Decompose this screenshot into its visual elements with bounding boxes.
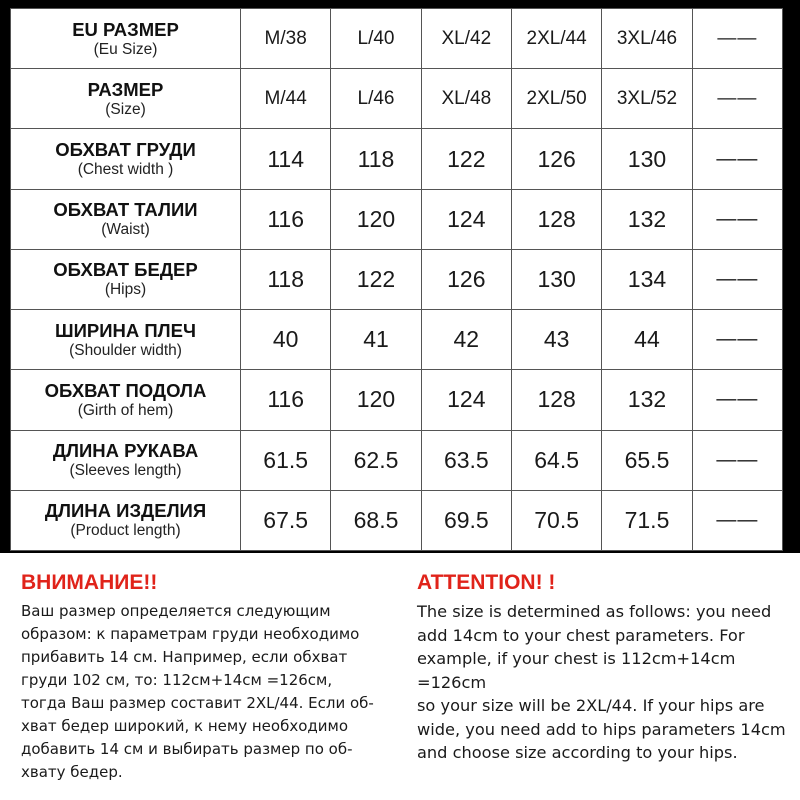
row-label-en: (Girth of hem) (77, 401, 174, 419)
row-label-cell (11, 9, 241, 69)
size-value-cell: 42 (421, 310, 511, 370)
size-value-cell: 68.5 (331, 490, 421, 550)
size-value-cell: —— (692, 430, 782, 490)
row-label-en: (Chest width ) (77, 161, 174, 179)
size-value-cell: 120 (331, 189, 421, 249)
size-value-cell: 116 (241, 370, 331, 430)
size-chart-table (10, 8, 783, 551)
size-value-cell: 64.5 (511, 430, 601, 490)
size-value-cell: 3XL/52 (602, 69, 692, 129)
row-label-en: (Shoulder width) (69, 341, 182, 359)
size-value-cell: —— (692, 490, 782, 550)
size-value-cell: 128 (511, 370, 601, 430)
size-value-cell: XL/42 (421, 9, 511, 69)
size-value-cell: L/40 (331, 9, 421, 69)
size-value-cell: 118 (331, 129, 421, 189)
row-label-cell (11, 430, 241, 490)
size-value-cell: M/44 (241, 69, 331, 129)
row-label-en: (Product length) (70, 522, 181, 540)
size-value-cell: 69.5 (421, 490, 511, 550)
size-value-cell: —— (692, 189, 782, 249)
attention-heading-ru: ВНИМАНИЕ!! (21, 571, 158, 594)
attention-heading-en: ATTENTION! ! (417, 571, 556, 594)
size-value-cell: 62.5 (331, 430, 421, 490)
size-value-cell: 120 (331, 370, 421, 430)
table-row (11, 9, 783, 69)
size-value-cell: 134 (602, 249, 692, 309)
size-value-cell: 124 (421, 189, 511, 249)
size-chart-body (11, 9, 783, 551)
size-value-cell: 43 (511, 310, 601, 370)
row-label-en: (Waist) (101, 221, 150, 239)
row-label-ru: ДЛИНА РУКАВА (52, 440, 199, 462)
notes-english (417, 570, 800, 765)
size-value-cell: 114 (241, 129, 331, 189)
size-value-cell: 116 (241, 189, 331, 249)
size-value-cell: 70.5 (511, 490, 601, 550)
size-value-cell: 122 (421, 129, 511, 189)
size-value-cell: 3XL/46 (602, 9, 692, 69)
size-value-cell: 41 (331, 310, 421, 370)
size-value-cell: —— (692, 310, 782, 370)
row-label-cell (11, 69, 241, 129)
size-value-cell: 63.5 (421, 430, 511, 490)
size-value-cell: —— (692, 69, 782, 129)
size-value-cell: 2XL/44 (511, 9, 601, 69)
table-row (11, 490, 783, 550)
notes-russian (21, 570, 411, 784)
size-value-cell: XL/48 (421, 69, 511, 129)
size-value-cell: —— (692, 249, 782, 309)
table-row (11, 249, 783, 309)
size-value-cell: 122 (331, 249, 421, 309)
table-row (11, 370, 783, 430)
table-row (11, 430, 783, 490)
size-value-cell: 132 (602, 370, 692, 430)
row-label-cell (11, 129, 241, 189)
row-label-en: (Eu Size) (93, 40, 158, 58)
size-value-cell: 2XL/50 (511, 69, 601, 129)
size-value-cell: 126 (511, 129, 601, 189)
size-value-cell: 124 (421, 370, 511, 430)
row-label-ru: ОБХВАТ ПОДОЛА (44, 379, 207, 401)
size-value-cell: 130 (511, 249, 601, 309)
row-label-ru: РАЗМЕР (87, 78, 164, 100)
size-value-cell: 65.5 (602, 430, 692, 490)
table-row (11, 69, 783, 129)
size-value-cell: 67.5 (241, 490, 331, 550)
row-label-ru: ДЛИНА ИЗДЕЛИЯ (44, 500, 207, 522)
size-value-cell: L/46 (331, 69, 421, 129)
table-row (11, 310, 783, 370)
row-label-cell (11, 189, 241, 249)
size-value-cell: —— (692, 370, 782, 430)
row-label-cell (11, 490, 241, 550)
size-value-cell: —— (692, 129, 782, 189)
row-label-ru: ОБХВАТ ГРУДИ (55, 139, 196, 161)
size-value-cell: 71.5 (602, 490, 692, 550)
size-value-cell: 118 (241, 249, 331, 309)
size-value-cell: 132 (602, 189, 692, 249)
size-value-cell: 126 (421, 249, 511, 309)
row-label-cell (11, 310, 241, 370)
row-label-ru: ОБХВАТ БЕДЕР (53, 259, 198, 281)
row-label-en: (Hips) (104, 281, 147, 299)
row-label-en: (Sleeves length) (69, 462, 182, 480)
row-label-en: (Size) (105, 100, 146, 118)
row-label-cell (11, 249, 241, 309)
row-label-ru: EU РАЗМЕР (72, 18, 179, 40)
size-value-cell: 130 (602, 129, 692, 189)
attention-text-en: The size is determined as follows: you need add 14cm to your chest parameters. For example, if your chest is 112cm+14cm =126cm so your size will be 2XL/44. If your hips are wide, you need add to hips parameters 14cm and choose size according to your hips. (417, 602, 786, 762)
attention-text-ru: Ваш размер определяется следующим образом: к параметрам груди необходимо прибавить 14 см. Например, если обхват груди 102 см, то: 112см+14см =126см, тогда Ваш размер составит 2XL/44. Если об- хват бедер широкий, к нему необходимо добавить 14 см и выбирать размер по об- хвату бедер. (21, 602, 374, 781)
row-label-cell (11, 370, 241, 430)
size-value-cell: 128 (511, 189, 601, 249)
notes-section (0, 560, 800, 800)
row-label-ru: ШИРИНА ПЛЕЧ (55, 319, 196, 341)
size-value-cell: —— (692, 9, 782, 69)
row-label-ru: ОБХВАТ ТАЛИИ (53, 199, 198, 221)
table-row (11, 189, 783, 249)
size-value-cell: 40 (241, 310, 331, 370)
size-value-cell: M/38 (241, 9, 331, 69)
table-row (11, 129, 783, 189)
size-value-cell: 61.5 (241, 430, 331, 490)
size-value-cell: 44 (602, 310, 692, 370)
